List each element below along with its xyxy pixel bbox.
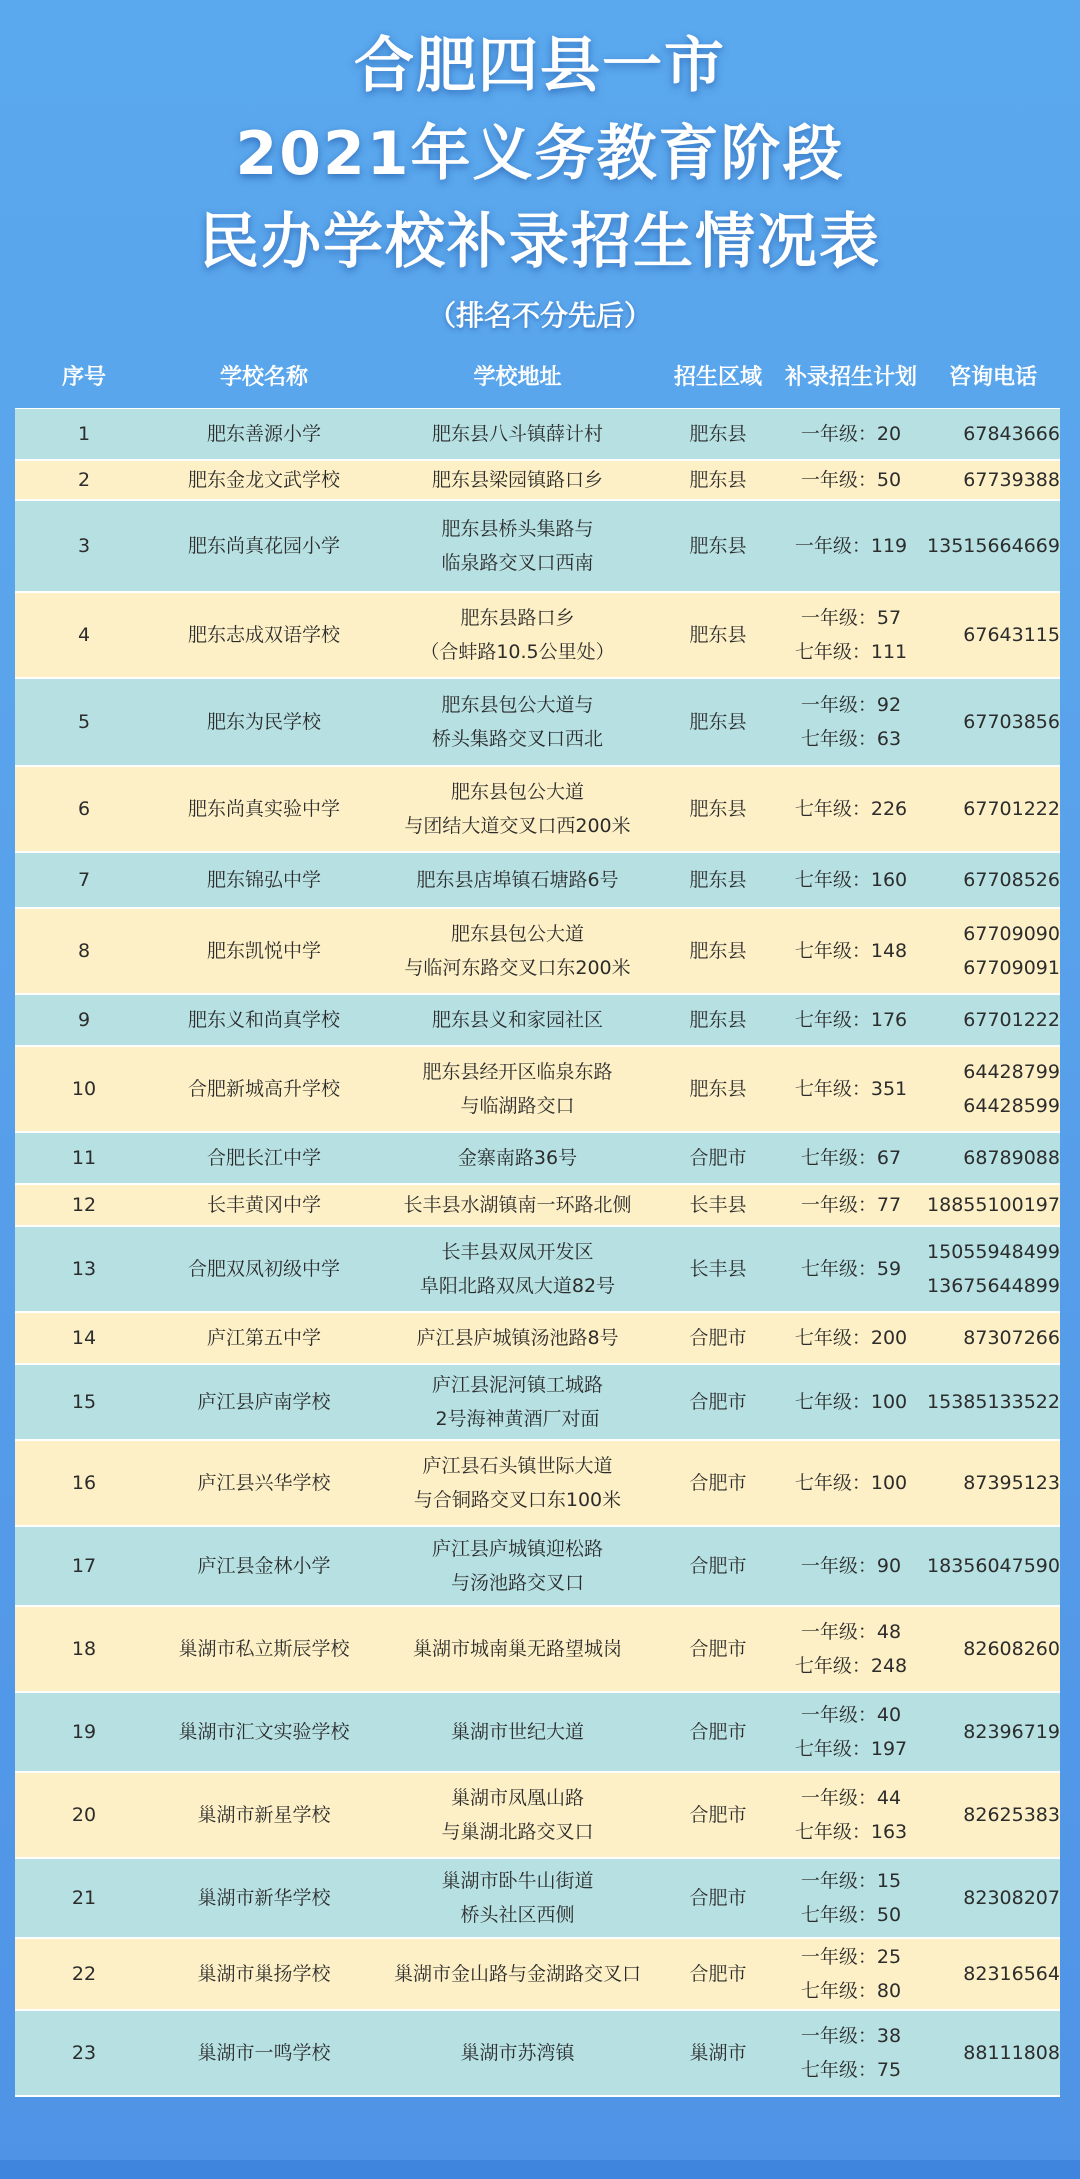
cell-school-name: 巢湖市一鸣学校 xyxy=(197,2042,331,2064)
cell-plan xyxy=(776,529,926,563)
cell-plan-line: 七年级：67 xyxy=(800,1147,902,1169)
cell-address xyxy=(375,1864,660,1932)
cell-address xyxy=(375,1141,660,1175)
table-row xyxy=(15,409,1060,461)
cell-address-line: 巢湖市城南巢无路望城岗 xyxy=(412,1638,622,1660)
cell-plan-line: 一年级：38 xyxy=(800,2025,902,2047)
cell-plan xyxy=(776,1466,926,1500)
cell-plan xyxy=(776,1940,926,2008)
cell-address xyxy=(375,1368,660,1436)
cell-phone-line: 82625383 xyxy=(963,1804,1060,1826)
cell-address xyxy=(375,1321,660,1355)
cell-address xyxy=(375,601,660,669)
cell-school-name: 庐江县庐南学校 xyxy=(197,1391,331,1413)
cell-phone xyxy=(926,1141,1060,1175)
table-row xyxy=(15,2011,1060,2097)
title-line-2: 2021年义务教育阶段 xyxy=(235,119,845,189)
cell-address-line: 庐江县庐城镇汤池路8号 xyxy=(416,1327,619,1349)
cell-school-name: 庐江县金林小学 xyxy=(197,1555,331,1577)
cell-phone xyxy=(926,529,1060,563)
cell-address-line: 肥东县八斗镇薛计村 xyxy=(431,423,603,445)
cell-school-name: 肥东凯悦中学 xyxy=(206,940,321,962)
cell-phone xyxy=(926,1715,1060,1749)
cell-school-name: 长丰黄冈中学 xyxy=(206,1194,321,1216)
cell-plan-line: 一年级：15 xyxy=(800,1870,902,1892)
school-table xyxy=(15,408,1060,2097)
cell-school-name: 肥东义和尚真学校 xyxy=(187,1009,340,1031)
cell-no: 10 xyxy=(71,1078,97,1100)
cell-phone-line: 67709091 xyxy=(963,957,1060,979)
title-line-1: 合肥四县一市 xyxy=(354,31,726,101)
cell-phone-line: 64428599 xyxy=(963,1095,1060,1117)
cell-address-line: 肥东县义和家园社区 xyxy=(431,1009,603,1031)
cell-address-line: （合蚌路10.5公里处） xyxy=(420,641,615,663)
cell-plan-line: 一年级：20 xyxy=(800,423,902,445)
cell-area: 合肥市 xyxy=(689,1963,747,1985)
cell-phone xyxy=(926,618,1060,652)
table-row xyxy=(15,1527,1060,1607)
cell-plan xyxy=(776,463,926,497)
cell-phone xyxy=(926,705,1060,739)
cell-phone-line: 67643115 xyxy=(963,624,1060,646)
table-row xyxy=(15,1313,1060,1365)
cell-plan-line: 七年级：351 xyxy=(794,1078,908,1100)
cell-plan-line: 七年级：176 xyxy=(794,1009,908,1031)
cell-plan-line: 一年级：77 xyxy=(800,1194,902,1216)
cell-phone-line: 67708526 xyxy=(963,869,1060,891)
cell-area: 肥东县 xyxy=(689,423,747,445)
cell-address xyxy=(375,1957,660,1991)
header-plan: 补录招生计划 xyxy=(784,364,917,390)
cell-address-line: 阜阳北路双凤大道82号 xyxy=(419,1275,616,1297)
cell-school-name: 肥东尚真实验中学 xyxy=(187,798,340,820)
cell-phone xyxy=(926,1188,1060,1222)
cell-area: 长丰县 xyxy=(689,1194,747,1216)
cell-area: 肥东县 xyxy=(689,535,747,557)
cell-phone-line: 67739388 xyxy=(963,469,1060,491)
cell-no: 11 xyxy=(71,1147,97,1169)
cell-school-name: 巢湖市巢扬学校 xyxy=(197,1963,331,1985)
cell-school-name: 巢湖市汇文实验学校 xyxy=(178,1721,350,1743)
cell-address-line: 金寨南路36号 xyxy=(457,1147,578,1169)
cell-plan-line: 七年级：163 xyxy=(794,1821,908,1843)
cell-plan xyxy=(776,2019,926,2087)
cell-plan-line: 一年级：92 xyxy=(800,694,902,716)
cell-plan-line: 七年级：63 xyxy=(800,728,902,750)
cell-address-line: 庐江县庐城镇迎松路 xyxy=(431,1538,603,1560)
cell-no: 15 xyxy=(71,1391,97,1413)
cell-no: 19 xyxy=(71,1721,97,1743)
cell-address-line: 巢湖市苏湾镇 xyxy=(460,2042,575,2064)
cell-area: 肥东县 xyxy=(689,798,747,820)
cell-phone xyxy=(926,917,1060,985)
cell-no: 21 xyxy=(71,1887,97,1909)
cell-area: 合肥市 xyxy=(689,1391,747,1413)
cell-phone-line: 87395123 xyxy=(963,1472,1060,1494)
cell-address xyxy=(375,1632,660,1666)
cell-address-line: 2号海神黄酒厂对面 xyxy=(435,1408,600,1430)
cell-no: 5 xyxy=(77,711,91,733)
table-row xyxy=(15,1441,1060,1527)
cell-phone xyxy=(926,1003,1060,1037)
cell-address xyxy=(375,512,660,580)
cell-address xyxy=(375,1235,660,1303)
cell-plan xyxy=(776,1864,926,1932)
cell-area: 肥东县 xyxy=(689,469,747,491)
cell-area: 肥东县 xyxy=(689,1078,747,1100)
cell-no: 9 xyxy=(77,1009,91,1031)
cell-plan xyxy=(776,1252,926,1286)
cell-address xyxy=(375,1449,660,1517)
cell-plan-line: 一年级：48 xyxy=(800,1621,902,1643)
table-row xyxy=(15,679,1060,767)
cell-address-line: 桥头社区西侧 xyxy=(460,1904,575,1926)
cell-phone xyxy=(926,1466,1060,1500)
cell-plan xyxy=(776,863,926,897)
cell-phone-line: 13675644899 xyxy=(927,1275,1060,1297)
cell-phone-line: 88111808 xyxy=(963,2042,1060,2064)
cell-plan-line: 一年级：40 xyxy=(800,1704,902,1726)
table-row xyxy=(15,1939,1060,2011)
cell-no: 22 xyxy=(71,1963,97,1985)
cell-phone-line: 64428799 xyxy=(963,1061,1060,1083)
table-row xyxy=(15,1365,1060,1441)
table-row xyxy=(15,1227,1060,1313)
table-row xyxy=(15,853,1060,909)
header-phone: 咨询电话 xyxy=(948,364,1037,390)
cell-phone-line: 67701222 xyxy=(963,798,1060,820)
cell-plan xyxy=(776,1385,926,1419)
cell-plan-line: 七年级：50 xyxy=(800,1904,902,1926)
cell-no: 12 xyxy=(71,1194,97,1216)
cell-area: 肥东县 xyxy=(689,940,747,962)
cell-address xyxy=(375,775,660,843)
cell-plan-line: 一年级：44 xyxy=(800,1787,902,1809)
cell-school-name: 肥东志成双语学校 xyxy=(187,624,340,646)
title-block xyxy=(0,22,1080,334)
cell-phone xyxy=(926,417,1060,451)
cell-area: 合肥市 xyxy=(689,1804,747,1826)
cell-address xyxy=(375,463,660,497)
cell-address-line: 与巢湖北路交叉口 xyxy=(441,1821,594,1843)
cell-plan-line: 七年级：248 xyxy=(794,1655,908,1677)
cell-address-line: 肥东县梁园镇路口乡 xyxy=(431,469,603,491)
cell-area: 合肥市 xyxy=(689,1721,747,1743)
cell-address-line: 长丰县双凤开发区 xyxy=(441,1241,594,1263)
cell-plan xyxy=(776,417,926,451)
table-row xyxy=(15,1607,1060,1693)
cell-phone-line: 82316564 xyxy=(963,1963,1060,1985)
cell-phone xyxy=(926,2036,1060,2070)
cell-plan xyxy=(776,601,926,669)
cell-plan xyxy=(776,1072,926,1106)
cell-address-line: 肥东县路口乡 xyxy=(460,607,575,629)
table-row xyxy=(15,1047,1060,1133)
cell-plan xyxy=(776,934,926,968)
cell-address-line: 与汤池路交叉口 xyxy=(450,1572,584,1594)
cell-plan-line: 七年级：100 xyxy=(794,1472,908,1494)
cell-no: 2 xyxy=(77,469,91,491)
cell-no: 4 xyxy=(77,624,91,646)
cell-no: 1 xyxy=(77,423,91,445)
cell-no: 3 xyxy=(77,535,91,557)
cell-address xyxy=(375,688,660,756)
cell-address-line: 庐江县泥河镇工城路 xyxy=(431,1374,603,1396)
cell-address-line: 巢湖市卧牛山街道 xyxy=(441,1870,594,1892)
cell-address-line: 肥东县店埠镇石塘路6号 xyxy=(416,869,619,891)
cell-area: 合肥市 xyxy=(689,1327,747,1349)
cell-address-line: 与团结大道交叉口西200米 xyxy=(404,815,631,837)
cell-phone-line: 67843666 xyxy=(963,423,1060,445)
cell-area: 合肥市 xyxy=(689,1555,747,1577)
table-row xyxy=(15,909,1060,995)
cell-plan-line: 一年级：50 xyxy=(800,469,902,491)
footer-bar xyxy=(0,2160,1080,2179)
cell-area: 肥东县 xyxy=(689,1009,747,1031)
cell-address xyxy=(375,2036,660,2070)
cell-school-name: 肥东为民学校 xyxy=(206,711,321,733)
cell-address xyxy=(375,417,660,451)
table-row xyxy=(15,1185,1060,1227)
cell-phone-line: 87307266 xyxy=(963,1327,1060,1349)
table-row xyxy=(15,1773,1060,1859)
cell-plan xyxy=(776,1549,926,1583)
cell-area: 合肥市 xyxy=(689,1887,747,1909)
cell-school-name: 巢湖市新华学校 xyxy=(197,1887,331,1909)
cell-address xyxy=(375,1188,660,1222)
cell-plan xyxy=(776,1188,926,1222)
table-row xyxy=(15,593,1060,679)
cell-plan-line: 七年级：111 xyxy=(794,641,908,663)
cell-phone-line: 82608260 xyxy=(963,1638,1060,1660)
cell-no: 16 xyxy=(71,1472,97,1494)
cell-address-line: 肥东县桥头集路与 xyxy=(441,518,594,540)
cell-no: 14 xyxy=(71,1327,97,1349)
table-row xyxy=(15,501,1060,593)
cell-phone xyxy=(926,792,1060,826)
cell-no: 20 xyxy=(71,1804,97,1826)
table-row xyxy=(15,995,1060,1047)
cell-plan xyxy=(776,1321,926,1355)
cell-phone-line: 82308207 xyxy=(963,1887,1060,1909)
ranking-note: （排名不分先后） xyxy=(427,299,652,332)
cell-plan-line: 七年级：59 xyxy=(800,1258,902,1280)
cell-phone-line: 15385133522 xyxy=(927,1391,1060,1413)
cell-plan-line: 七年级：100 xyxy=(794,1391,908,1413)
cell-area: 合肥市 xyxy=(689,1147,747,1169)
cell-plan-line: 一年级：57 xyxy=(800,607,902,629)
cell-phone xyxy=(926,1321,1060,1355)
cell-phone xyxy=(926,1957,1060,1991)
cell-plan-line: 七年级：80 xyxy=(800,1980,902,2002)
header-no: 序号 xyxy=(61,364,106,390)
cell-address-line: 巢湖市凤凰山路 xyxy=(450,1787,584,1809)
cell-address-line: 与临河东路交叉口东200米 xyxy=(404,957,631,979)
cell-plan-line: 七年级：197 xyxy=(794,1738,908,1760)
cell-phone xyxy=(926,1055,1060,1123)
cell-plan xyxy=(776,792,926,826)
cell-school-name: 肥东尚真花园小学 xyxy=(187,535,340,557)
cell-plan-line: 七年级：148 xyxy=(794,940,908,962)
header-area: 招生区域 xyxy=(673,364,762,390)
cell-no: 17 xyxy=(71,1555,97,1577)
title-line-3: 民办学校补录招生情况表 xyxy=(199,207,881,277)
cell-phone xyxy=(926,1549,1060,1583)
cell-school-name: 巢湖市私立斯辰学校 xyxy=(178,1638,350,1660)
cell-address xyxy=(375,1532,660,1600)
cell-plan xyxy=(776,1615,926,1683)
cell-address xyxy=(375,863,660,897)
cell-phone-line: 67709090 xyxy=(963,923,1060,945)
header-address: 学校地址 xyxy=(473,364,562,390)
cell-address-line: 庐江县石头镇世际大道 xyxy=(422,1455,613,1477)
cell-no: 7 xyxy=(77,869,91,891)
cell-plan xyxy=(776,1141,926,1175)
cell-school-name: 肥东善源小学 xyxy=(206,423,321,445)
cell-area: 肥东县 xyxy=(689,869,747,891)
cell-school-name: 庐江县兴华学校 xyxy=(197,1472,331,1494)
cell-area: 长丰县 xyxy=(689,1258,747,1280)
cell-school-name: 合肥双凤初级中学 xyxy=(187,1258,340,1280)
table-row xyxy=(15,1133,1060,1185)
cell-phone xyxy=(926,1235,1060,1303)
cell-area: 肥东县 xyxy=(689,624,747,646)
cell-plan-line: 一年级：119 xyxy=(794,535,908,557)
cell-address-line: 肥东县包公大道 xyxy=(450,781,584,803)
cell-phone-line: 82396719 xyxy=(963,1721,1060,1743)
cell-no: 6 xyxy=(77,798,91,820)
cell-phone-line: 15055948499 xyxy=(927,1241,1060,1263)
cell-school-name: 肥东金龙文武学校 xyxy=(187,469,340,491)
cell-school-name: 合肥长江中学 xyxy=(206,1147,321,1169)
cell-address-line: 与临湖路交口 xyxy=(460,1095,575,1117)
cell-phone xyxy=(926,1798,1060,1832)
cell-phone-line: 67703856 xyxy=(963,711,1060,733)
cell-phone-line: 13515664669 xyxy=(927,535,1060,557)
cell-address xyxy=(375,1715,660,1749)
cell-plan-line: 七年级：75 xyxy=(800,2059,902,2081)
header-school-name: 学校名称 xyxy=(219,364,308,390)
cell-address-line: 桥头集路交叉口西北 xyxy=(431,728,603,750)
cell-area: 合肥市 xyxy=(689,1472,747,1494)
cell-plan-line: 一年级：25 xyxy=(800,1946,902,1968)
cell-plan xyxy=(776,688,926,756)
cell-address xyxy=(375,917,660,985)
cell-phone xyxy=(926,1385,1060,1419)
cell-address-line: 长丰县水湖镇南一环路北侧 xyxy=(403,1194,632,1216)
cell-address xyxy=(375,1781,660,1849)
cell-plan-line: 七年级：226 xyxy=(794,798,908,820)
cell-area: 巢湖市 xyxy=(689,2042,747,2064)
table-row xyxy=(15,1859,1060,1939)
cell-phone-line: 67701222 xyxy=(963,1009,1060,1031)
cell-address-line: 巢湖市世纪大道 xyxy=(450,1721,584,1743)
cell-plan xyxy=(776,1003,926,1037)
cell-address-line: 肥东县包公大道 xyxy=(450,923,584,945)
table-row xyxy=(15,767,1060,853)
cell-phone xyxy=(926,863,1060,897)
cell-phone xyxy=(926,1632,1060,1666)
cell-phone-line: 68789088 xyxy=(963,1147,1060,1169)
cell-no: 18 xyxy=(71,1638,97,1660)
cell-phone-line: 18356047590 xyxy=(927,1555,1060,1577)
cell-address-line: 临泉路交叉口西南 xyxy=(441,552,594,574)
cell-address-line: 巢湖市金山路与金湖路交叉口 xyxy=(393,1963,641,1985)
cell-plan xyxy=(776,1698,926,1766)
cell-school-name: 庐江第五中学 xyxy=(206,1327,321,1349)
cell-plan xyxy=(776,1781,926,1849)
cell-no: 23 xyxy=(71,2042,97,2064)
cell-plan-line: 七年级：200 xyxy=(794,1327,908,1349)
table-header xyxy=(15,355,1060,395)
cell-address xyxy=(375,1055,660,1123)
cell-address xyxy=(375,1003,660,1037)
cell-address-line: 与合铜路交叉口东100米 xyxy=(413,1489,622,1511)
cell-no: 13 xyxy=(71,1258,97,1280)
cell-school-name: 肥东锦弘中学 xyxy=(206,869,321,891)
cell-area: 肥东县 xyxy=(689,711,747,733)
cell-plan-line: 七年级：160 xyxy=(794,869,908,891)
cell-school-name: 巢湖市新星学校 xyxy=(197,1804,331,1826)
cell-phone xyxy=(926,1881,1060,1915)
cell-address-line: 肥东县包公大道与 xyxy=(441,694,594,716)
table-row xyxy=(15,461,1060,501)
cell-no: 8 xyxy=(77,940,91,962)
cell-phone xyxy=(926,463,1060,497)
table-row xyxy=(15,1693,1060,1773)
cell-area: 合肥市 xyxy=(689,1638,747,1660)
cell-plan-line: 一年级：90 xyxy=(800,1555,902,1577)
cell-address-line: 肥东县经开区临泉东路 xyxy=(422,1061,613,1083)
cell-school-name: 合肥新城高升学校 xyxy=(187,1078,340,1100)
cell-phone-line: 18855100197 xyxy=(927,1194,1060,1216)
